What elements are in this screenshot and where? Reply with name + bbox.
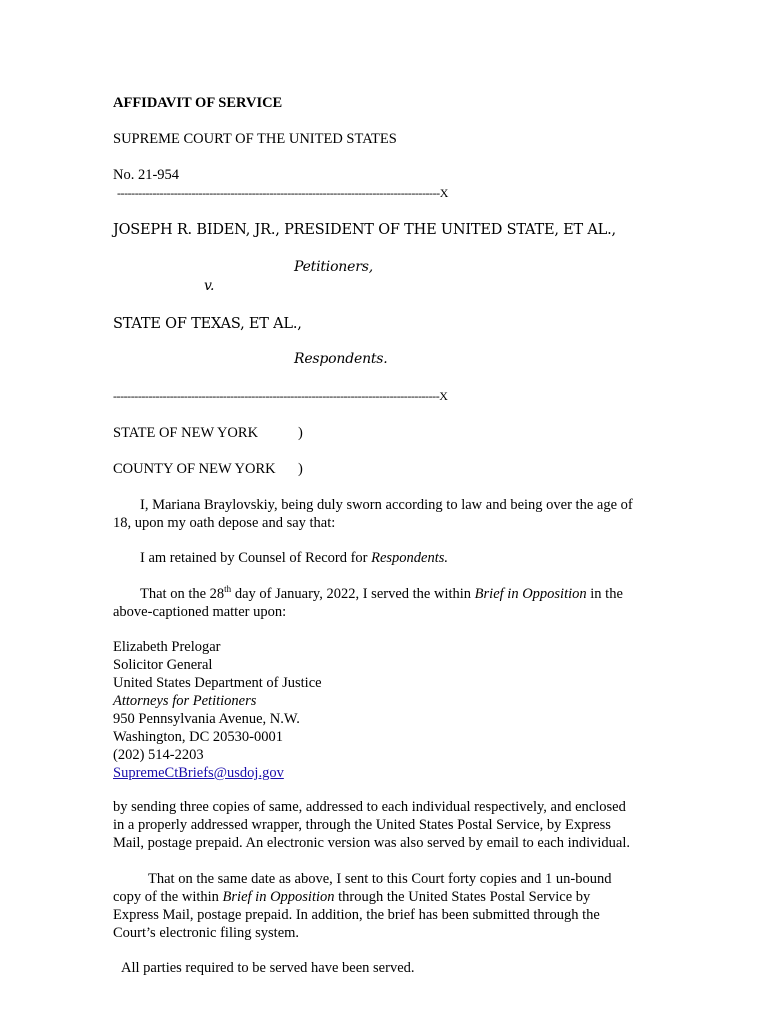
recipient-city: Washington, DC 20530-0001 xyxy=(113,729,284,745)
petitioners-label: Petitioners, xyxy=(294,259,373,275)
paragraph-court-line-1: That on the same date as above, I sent to this Court forty copies and 1 un-bound xyxy=(148,871,612,887)
paragraph-served-line-1: That on the 28th day of January, 2022, I served the within Brief in Opposition in the xyxy=(140,584,623,602)
recipient-email-link[interactable]: SupremeCtBriefs@usdoj.gov xyxy=(113,765,284,781)
paragraph-court-line-2: copy of the within Brief in Opposition through the United States Postal Service by xyxy=(113,889,591,905)
recipient-name: Elizabeth Prelogar xyxy=(113,639,221,655)
paragraph-oath-line-2: 18, upon my oath depose and say that: xyxy=(113,515,336,531)
case-number: No. 21-954 xyxy=(113,167,180,183)
paragraph-method-line-1: by sending three copies of same, addressed to each individual respectively, and enclosed xyxy=(113,799,626,815)
recipient-office: United States Department of Justice xyxy=(113,675,322,691)
venue-county: COUNTY OF NEW YORK xyxy=(113,461,276,477)
paragraph-method-line-2: in a properly addressed wrapper, through the United States Postal Service, by Express xyxy=(113,817,611,833)
paragraph-all-served: All parties required to be served have been served. xyxy=(121,960,415,976)
paragraph-method-line-3: Mail, postage prepaid. An electronic version was also served by email to each individual. xyxy=(113,835,631,851)
respondents-italic: Respondents. xyxy=(371,550,449,566)
paragraph-court-line-4: Court’s electronic filing system. xyxy=(113,925,300,941)
petitioner-party: JOSEPH R. BIDEN, JR., PRESIDENT OF THE UNITED STATE, ET AL., xyxy=(113,222,616,238)
recipient-street: 950 Pennsylvania Avenue, N.W. xyxy=(113,711,300,727)
venue-state-paren: ) xyxy=(298,425,303,441)
caption-rule-top: -------------------------------------------------------------------------------------------X xyxy=(117,186,448,200)
venue-state: STATE OF NEW YORK xyxy=(113,425,259,441)
respondents-label: Respondents. xyxy=(294,351,388,367)
recipient-phone: (202) 514-2203 xyxy=(113,747,204,763)
brief-title-italic-2: Brief in Opposition xyxy=(222,889,335,905)
paragraph-retained: I am retained by Counsel of Record for Respondents. xyxy=(140,550,449,566)
brief-title-italic: Brief in Opposition xyxy=(474,586,587,602)
recipient-role: Attorneys for Petitioners xyxy=(113,693,257,709)
document-title: AFFIDAVIT OF SERVICE xyxy=(113,95,283,111)
recipient-title: Solicitor General xyxy=(113,657,213,673)
paragraph-court-line-3: Express Mail, postage prepaid. In addition, the brief has been submitted through the xyxy=(113,907,600,923)
paragraph-oath-line-1: I, Mariana Braylovskiy, being duly sworn according to law and being over the age of xyxy=(140,497,633,513)
paragraph-served-line-2: above-captioned matter upon: xyxy=(113,604,287,620)
versus-label: v. xyxy=(204,278,215,294)
court-name: SUPREME COURT OF THE UNITED STATES xyxy=(113,131,397,147)
caption-rule-bottom: --------------------------------------------------------------------------------------------X xyxy=(113,389,448,403)
venue-county-paren: ) xyxy=(298,461,303,477)
respondent-party: STATE OF TEXAS, ET AL., xyxy=(113,316,302,332)
